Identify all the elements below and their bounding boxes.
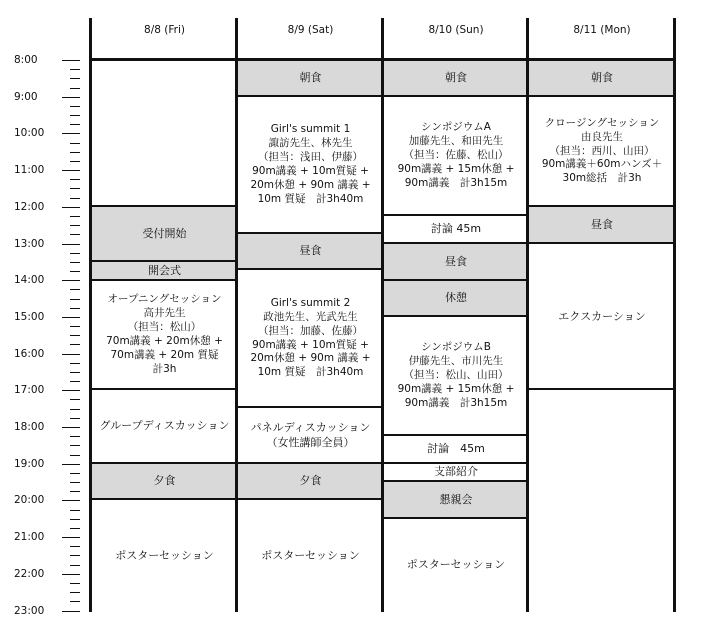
- row-divider: [381, 434, 529, 436]
- hour-label: 23:00: [14, 604, 45, 617]
- quarter-tick: [70, 299, 80, 300]
- row-divider: [526, 242, 676, 244]
- event-panel-discussion: パネルディスカッション （女性講師全員）: [250, 420, 371, 449]
- event-lunch-sun: 昼食: [384, 244, 528, 280]
- event-symposium-a: シンポジウムA 加藤先生、和田先生 （担当：佐藤、松山） 90m講義 + 15m休憩 + 90m講義 計3h15m: [397, 121, 515, 189]
- row-divider: [235, 95, 383, 97]
- quarter-tick: [70, 216, 80, 217]
- row-divider: [89, 260, 237, 262]
- quarter-tick: [70, 234, 80, 235]
- hour-tick: [62, 170, 80, 171]
- day-header-fri: 8/8 (Fri): [144, 23, 185, 36]
- event-dinner-fri: 夕食: [92, 464, 237, 499]
- quarter-tick: [70, 326, 80, 327]
- event-dinner-sat: 夕食: [238, 464, 383, 499]
- hour-label: 8:00: [14, 54, 38, 66]
- quarter-tick: [70, 601, 80, 602]
- quarter-tick: [70, 528, 80, 529]
- hour-tick: [62, 97, 80, 98]
- quarter-tick: [70, 519, 80, 520]
- hour-tick: [62, 611, 80, 612]
- hour-tick: [62, 207, 80, 208]
- quarter-tick: [70, 253, 80, 254]
- quarter-tick: [70, 188, 80, 189]
- row-divider: [89, 462, 237, 464]
- quarter-tick: [70, 106, 80, 107]
- event-excursion: エクスカーション: [558, 309, 646, 323]
- row-divider: [89, 388, 237, 390]
- event-breakfast-sun: 朝食: [384, 60, 528, 96]
- quarter-tick: [70, 592, 80, 593]
- event-break-sun: 休憩: [384, 281, 528, 316]
- event-poster-fri: ポスターセッション: [115, 548, 214, 562]
- event-discussion-2: 討論 45m: [427, 442, 485, 456]
- day-header-sun: 8/10 (Sun): [428, 23, 484, 36]
- row-divider: [235, 406, 383, 408]
- event-discussion-1: 討論 45m: [430, 222, 482, 236]
- hour-label: 19:00: [14, 457, 45, 470]
- hour-tick: [62, 133, 80, 134]
- hour-tick: [62, 354, 80, 355]
- quarter-tick: [70, 399, 80, 400]
- quarter-tick: [70, 115, 80, 116]
- row-divider: [526, 388, 676, 390]
- event-group-discussion: グループディスカッション: [99, 419, 230, 433]
- day-header-sat: 8/9 (Sat): [287, 23, 334, 36]
- event-breakfast-mon: 朝食: [529, 60, 675, 96]
- event-lunch-sat: 昼食: [238, 234, 383, 269]
- event-poster-sun: ポスターセッション: [406, 558, 506, 572]
- hour-tick: [62, 427, 80, 428]
- column-divider: [673, 18, 676, 612]
- quarter-tick: [70, 418, 80, 419]
- quarter-tick: [70, 198, 80, 199]
- quarter-tick: [70, 482, 80, 483]
- row-divider: [381, 214, 529, 216]
- event-poster-sat: ポスターセッション: [261, 548, 360, 562]
- row-divider: [235, 498, 383, 500]
- hour-label: 10:00: [14, 127, 45, 140]
- row-divider: [381, 517, 529, 519]
- hour-label: 22:00: [14, 567, 45, 580]
- quarter-tick: [70, 445, 80, 446]
- quarter-tick: [70, 473, 80, 474]
- quarter-tick: [70, 124, 80, 125]
- quarter-tick: [70, 262, 80, 263]
- event-social-party: 懇親会: [384, 482, 528, 518]
- hour-label: 20:00: [14, 494, 45, 507]
- event-opening-session: オープニングセッション 高井先生 （担当：松山） 70m講義 + 20m休憩 + 70m講義 + 20m 質疑 計3h: [106, 293, 223, 375]
- quarter-tick: [70, 409, 80, 410]
- quarter-tick: [70, 161, 80, 162]
- quarter-tick: [70, 143, 80, 144]
- hour-tick: [62, 390, 80, 391]
- hour-label: 16:00: [14, 347, 45, 360]
- hour-tick: [62, 574, 80, 575]
- quarter-tick: [70, 152, 80, 153]
- quarter-tick: [70, 555, 80, 556]
- row-divider: [381, 462, 529, 464]
- row-divider: [381, 242, 529, 244]
- row-divider: [381, 95, 529, 97]
- event-branch-intro: 支部紹介: [434, 465, 478, 479]
- hour-label: 18:00: [14, 421, 45, 433]
- row-divider: [89, 279, 237, 281]
- quarter-tick: [70, 381, 80, 382]
- event-lunch-mon: 昼食: [529, 207, 675, 243]
- hour-label: 15:00: [14, 310, 45, 323]
- quarter-tick: [70, 271, 80, 272]
- row-divider: [381, 315, 529, 317]
- hour-label: 11:00: [14, 164, 45, 177]
- hour-tick: [62, 537, 80, 538]
- hour-label: 21:00: [14, 531, 45, 544]
- event-breakfast-sat: 朝食: [238, 60, 383, 96]
- event-reception: 受付開始: [92, 207, 237, 261]
- event-girls-summit-1: Girl's summit 1 諏訪先生、林先生 （担当：浅田、伊藤） 90m講義 + 10m質疑 + 20m休憩 + 90m 講義 + 10m 質疑 計3h40m: [250, 123, 371, 205]
- row-divider: [526, 95, 676, 97]
- column-divider: [89, 18, 92, 612]
- row-divider: [235, 232, 383, 234]
- row-divider: [381, 480, 529, 482]
- hour-label: 14:00: [14, 274, 45, 287]
- quarter-tick: [70, 335, 80, 336]
- row-divider: [381, 279, 529, 281]
- quarter-tick: [70, 583, 80, 584]
- header-divider: [89, 58, 676, 61]
- row-divider: [235, 462, 383, 464]
- quarter-tick: [70, 308, 80, 309]
- quarter-tick: [70, 88, 80, 89]
- quarter-tick: [70, 436, 80, 437]
- quarter-tick: [70, 69, 80, 70]
- quarter-tick: [70, 289, 80, 290]
- quarter-tick: [70, 546, 80, 547]
- row-divider: [89, 205, 237, 207]
- event-opening-ceremony: 開会式: [92, 262, 237, 280]
- day-header-mon: 8/11 (Mon): [573, 23, 631, 36]
- column-divider: [235, 18, 238, 612]
- event-girls-summit-2: Girl's summit 2 政池先生、光武先生 （担当：加藤、佐藤） 90m講義 + 10m質疑 + 20m休憩 + 90m 講義 + 10m 質疑 計3h40m: [250, 296, 371, 379]
- quarter-tick: [70, 179, 80, 180]
- quarter-tick: [70, 363, 80, 364]
- row-divider: [89, 498, 237, 500]
- quarter-tick: [70, 491, 80, 492]
- hour-tick: [62, 60, 80, 61]
- hour-label: 9:00: [14, 90, 38, 103]
- hour-tick: [62, 500, 80, 501]
- row-divider: [235, 268, 383, 270]
- quarter-tick: [70, 455, 80, 456]
- event-closing-session: クロージングセッション 由良先生 （担当：西川、山田） 90m講義＋60mハンズ＋ 30m総括 計3h: [541, 116, 663, 185]
- hour-label: 12:00: [14, 200, 45, 213]
- hour-tick: [62, 317, 80, 318]
- quarter-tick: [70, 78, 80, 79]
- quarter-tick: [70, 565, 80, 566]
- hour-tick: [62, 244, 80, 245]
- hour-label: 13:00: [14, 237, 45, 250]
- hour-tick: [62, 464, 80, 465]
- quarter-tick: [70, 510, 80, 511]
- event-symposium-b: シンポジウムB 伊藤先生、市川先生 （担当：松山、山田） 90m講義 + 15m休憩 + 90m講義 計3h15m: [397, 341, 515, 409]
- hour-label: 17:00: [14, 384, 45, 397]
- hour-tick: [62, 280, 80, 281]
- quarter-tick: [70, 225, 80, 226]
- quarter-tick: [70, 344, 80, 345]
- row-divider: [526, 205, 676, 207]
- quarter-tick: [70, 372, 80, 373]
